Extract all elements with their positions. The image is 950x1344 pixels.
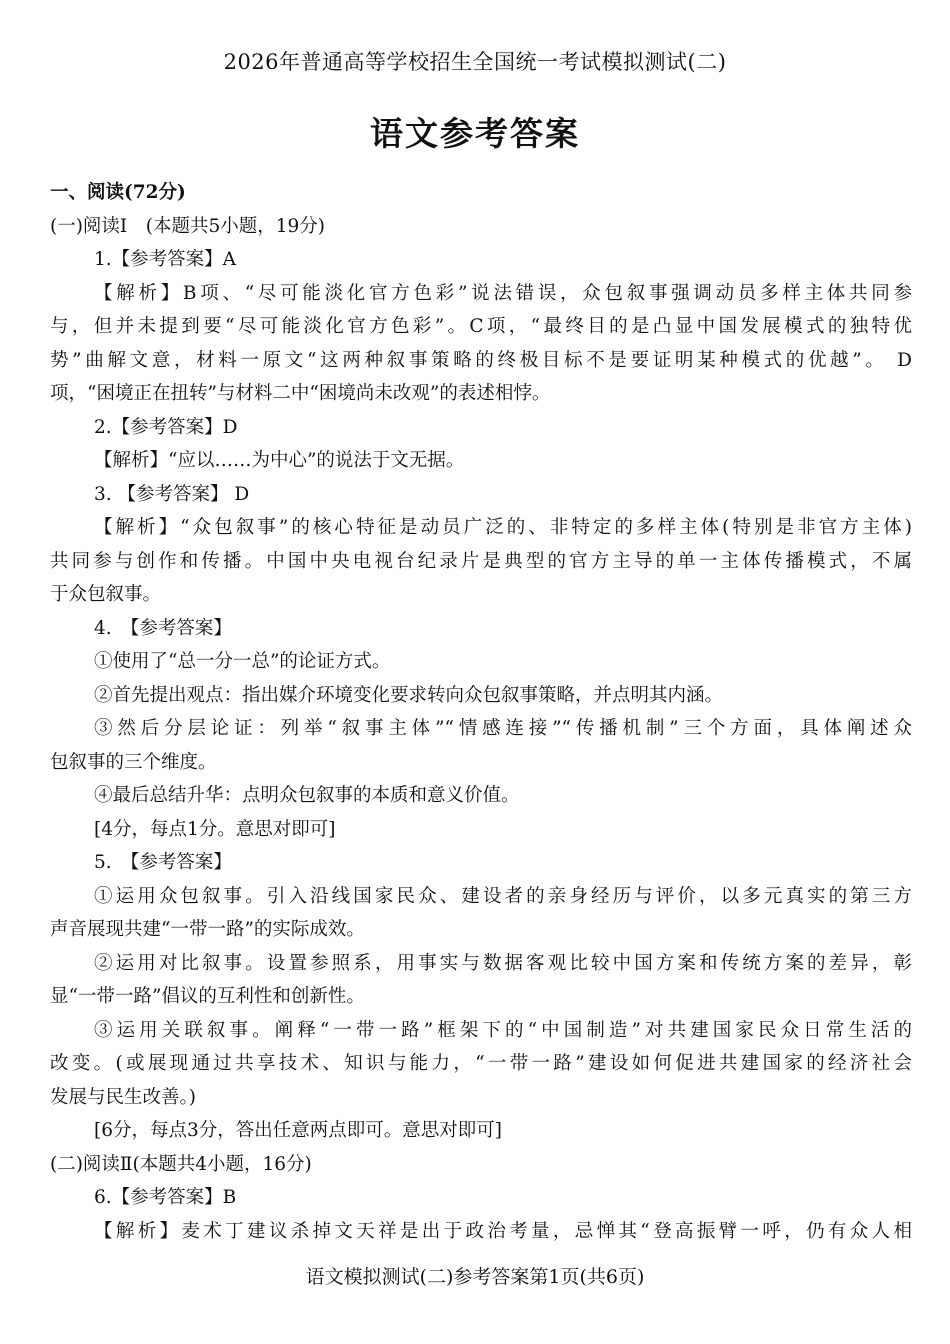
text-line: 【解析】B项、“尽可能淡化官方色彩”说法错误，众包叙事强调动员多样主体共同参 (94, 282, 912, 304)
text-line: 5. 【参考答案】 (94, 852, 232, 873)
page-title: 语文参考答案 (370, 114, 580, 153)
page-footer: 语文模拟测试(二)参考答案第1页(共6页) (305, 1266, 645, 1288)
text-line: (一)阅读I (本题共5小题，19分) (50, 215, 325, 237)
text-line: 项，“困境正在扭转”与材料二中“困境尚未改观”的表述相悖。 (50, 383, 551, 404)
text-line: 【解析】“应以……为中心”的说法于文无据。 (94, 450, 465, 471)
text-line: 4. 【参考答案】 (94, 617, 232, 639)
text-line: ①使用了“总一分一总”的论证方式。 (94, 651, 391, 672)
text-line: (二)阅读Ⅱ(本题共4小题，16分) (50, 1153, 312, 1175)
text-line: 改变。(或展现通过共享技术、知识与能力，“一带一路”建设如何促进共建国家的经济社会 (50, 1053, 912, 1074)
text-line: 1.【参考答案】A (94, 249, 237, 270)
text-line: 显“一带一路”倡议的互利性和创新性。 (50, 986, 365, 1007)
text-line: ③然后分层论证：列举“叙事主体”“情感连接”“传播机制”三个方面，具体阐述众 (94, 718, 912, 739)
text-line: 【解析】麦术丁建议杀掉文天祥是出于政治考量，忌惮其“登高振臂一呼，仍有众人相 (94, 1220, 912, 1242)
text-line: 与，但并未提到要“尽可能淡化官方色彩”。C项，“最终目的是凸显中国发展模式的独特优 (50, 316, 912, 337)
text-line: [4分，每点1分。意思对即可] (94, 818, 336, 840)
text-line: ②运用对比叙事。设置参照系，用事实与数据客观比较中国方案和传统方案的差异，彰 (94, 952, 912, 974)
text-line: ③运用关联叙事。阐释“一带一路”框架下的“中国制造”对共建国家民众日常生活的 (94, 1019, 912, 1041)
text-line: ①运用众包叙事。引入沿线国家民众、建设者的亲身经历与评价，以多元真实的第三方 (94, 885, 912, 907)
exam-title: 2026年普通高等学校招生全国统一考试模拟测试(二) (223, 50, 727, 74)
text-line: 发展与民生改善。) (50, 1086, 196, 1108)
text-line: ④最后总结升华：点明众包叙事的本质和意义价值。 (94, 785, 520, 806)
text-line: 一、阅读(72分) (50, 182, 186, 203)
text-line: 声音展现共建“一带一路”的实际成效。 (50, 919, 365, 940)
text-line: 包叙事的三个维度。 (50, 751, 217, 773)
text-line: 于众包叙事。 (50, 584, 162, 605)
text-line: [6分，每点3分，答出任意两点即可。意思对即可] (94, 1120, 502, 1141)
answer-content (50, 176, 912, 1248)
text-line: 势”曲解文意，材料一原文“这两种叙事策略的终极目标不是要证明某种模式的优越”。 D (50, 349, 912, 371)
text-line: 6.【参考答案】B (94, 1187, 237, 1208)
text-line: 共同参与创作和传播。中国中央电视台纪录片是典型的官方主导的单一主体传播模式，不属 (50, 550, 912, 572)
text-line: ②首先提出观点：指出媒介环境变化要求转向众包叙事策略，并点明其内涵。 (94, 684, 724, 706)
text-line: 3. 【参考答案】 D (94, 483, 250, 505)
text-line: 【解析】“众包叙事”的核心特征是动员广泛的、非特定的多样主体(特别是非官方主体) (94, 517, 912, 538)
text-line: 2.【参考答案】D (94, 416, 238, 438)
